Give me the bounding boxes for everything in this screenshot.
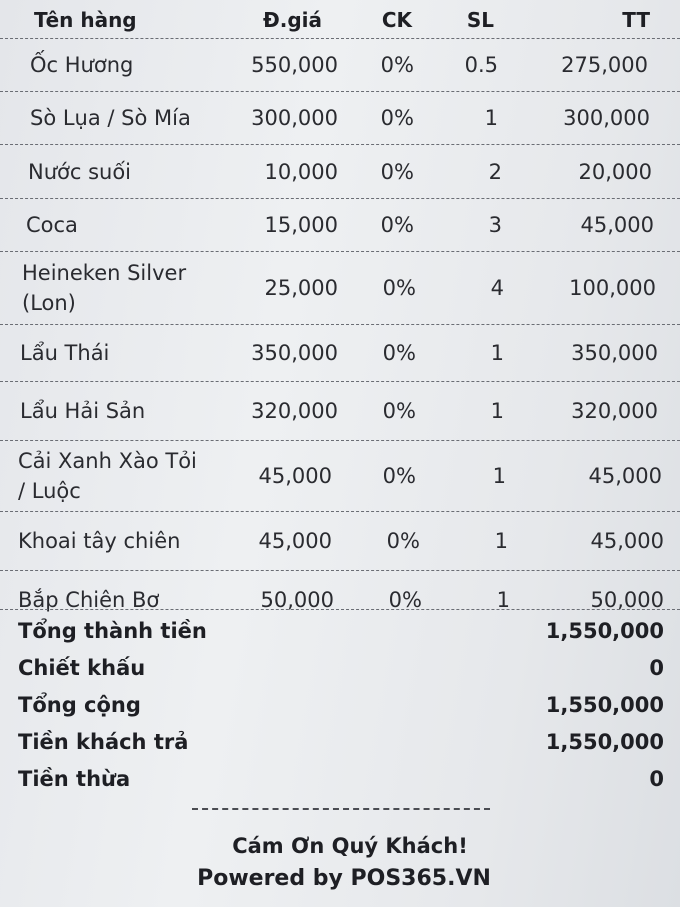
table-row — [0, 381, 680, 440]
item-price: 45,000 — [258, 464, 332, 488]
item-name: Nước suối — [28, 159, 132, 184]
summary-discount — [0, 651, 680, 688]
item-qty: 0.5 — [464, 53, 498, 77]
item-price: 550,000 — [251, 53, 338, 77]
summary-total — [0, 688, 680, 725]
powered-by: Powered by POS365.VN — [197, 866, 491, 891]
table-row — [0, 38, 680, 91]
item-qty: 1 — [490, 341, 504, 365]
summary-value: 1,550,000 — [545, 730, 664, 754]
item-name: Coca — [26, 213, 78, 237]
item-price: 10,000 — [264, 159, 338, 184]
table-row — [0, 144, 680, 198]
item-price: 45,000 — [258, 529, 332, 553]
item-discount: 0% — [386, 529, 420, 553]
table-row — [0, 198, 680, 251]
summary-value: 1,550,000 — [545, 693, 664, 717]
item-name: Ốc Hương — [30, 53, 134, 77]
item-qty: 1 — [494, 529, 508, 553]
item-qty: 1 — [490, 399, 504, 423]
item-total: 50,000 — [590, 588, 664, 612]
item-qty: 1 — [492, 464, 506, 488]
item-discount: 0% — [380, 213, 414, 237]
item-name: Lẩu Thái — [20, 341, 110, 365]
item-total: 45,000 — [588, 464, 662, 488]
item-price: 25,000 — [264, 276, 338, 300]
item-total: 100,000 — [569, 276, 656, 300]
footer-divider — [192, 808, 490, 810]
item-discount: 0% — [380, 106, 414, 130]
item-discount: 0% — [382, 399, 416, 423]
item-total: 45,000 — [580, 213, 654, 237]
item-total: 20,000 — [578, 159, 652, 184]
item-name: Lẩu Hải Sản — [20, 399, 146, 423]
item-list — [0, 38, 680, 629]
item-discount: 0% — [380, 53, 414, 77]
table-row — [0, 440, 680, 511]
item-discount: 0% — [388, 588, 422, 612]
item-qty: 3 — [488, 213, 502, 237]
header-discount: CK — [381, 8, 412, 32]
item-qty: 4 — [490, 276, 504, 300]
item-name: Sò Lụa / Sò Mía — [30, 106, 191, 130]
item-total: 350,000 — [571, 341, 658, 365]
item-total: 45,000 — [590, 529, 664, 553]
item-discount: 0% — [382, 276, 416, 300]
summary-subtotal — [0, 614, 680, 651]
item-total: 300,000 — [563, 106, 650, 130]
item-discount: 0% — [382, 464, 416, 488]
summary-paid — [0, 725, 680, 762]
item-name: Bắp Chiên Bơ — [18, 588, 160, 612]
header-qty: SL — [466, 8, 494, 32]
item-name: Cải Xanh Xào Tỏi / Luộc — [18, 449, 197, 503]
item-price: 320,000 — [251, 399, 338, 423]
item-price: 300,000 — [251, 106, 338, 130]
item-discount: 0% — [380, 159, 414, 184]
item-discount: 0% — [382, 341, 416, 365]
summary-value: 1,550,000 — [545, 619, 664, 643]
summary-label: Tổng cộng — [18, 693, 141, 717]
summary-label: Tiền khách trả — [18, 730, 189, 754]
summary-value: 0 — [649, 656, 664, 680]
header-price: Đ.giá — [262, 8, 322, 32]
thank-you-message: Cám Ơn Quý Khách! — [232, 834, 468, 858]
header-total: TT — [622, 8, 650, 32]
summary-block — [0, 609, 680, 799]
item-qty: 1 — [496, 588, 510, 612]
summary-change — [0, 762, 680, 799]
item-price: 15,000 — [264, 213, 338, 237]
item-qty: 1 — [484, 106, 498, 130]
summary-label: Tiền thừa — [18, 767, 131, 791]
item-price: 350,000 — [251, 341, 338, 365]
item-name: Khoai tây chiên — [18, 529, 181, 553]
item-total: 275,000 — [561, 53, 648, 77]
summary-label: Chiết khấu — [18, 656, 146, 680]
summary-label: Tổng thành tiền — [18, 619, 207, 643]
item-qty: 2 — [488, 159, 502, 184]
summary-value: 0 — [649, 767, 664, 791]
table-row — [0, 511, 680, 570]
table-row — [0, 324, 680, 381]
table-header — [0, 0, 680, 38]
item-price: 50,000 — [260, 588, 334, 612]
table-row — [0, 91, 680, 144]
header-name: Tên hàng — [34, 8, 137, 32]
item-name: Heineken Silver (Lon) — [22, 261, 187, 315]
table-row — [0, 251, 680, 324]
item-total: 320,000 — [571, 399, 658, 423]
